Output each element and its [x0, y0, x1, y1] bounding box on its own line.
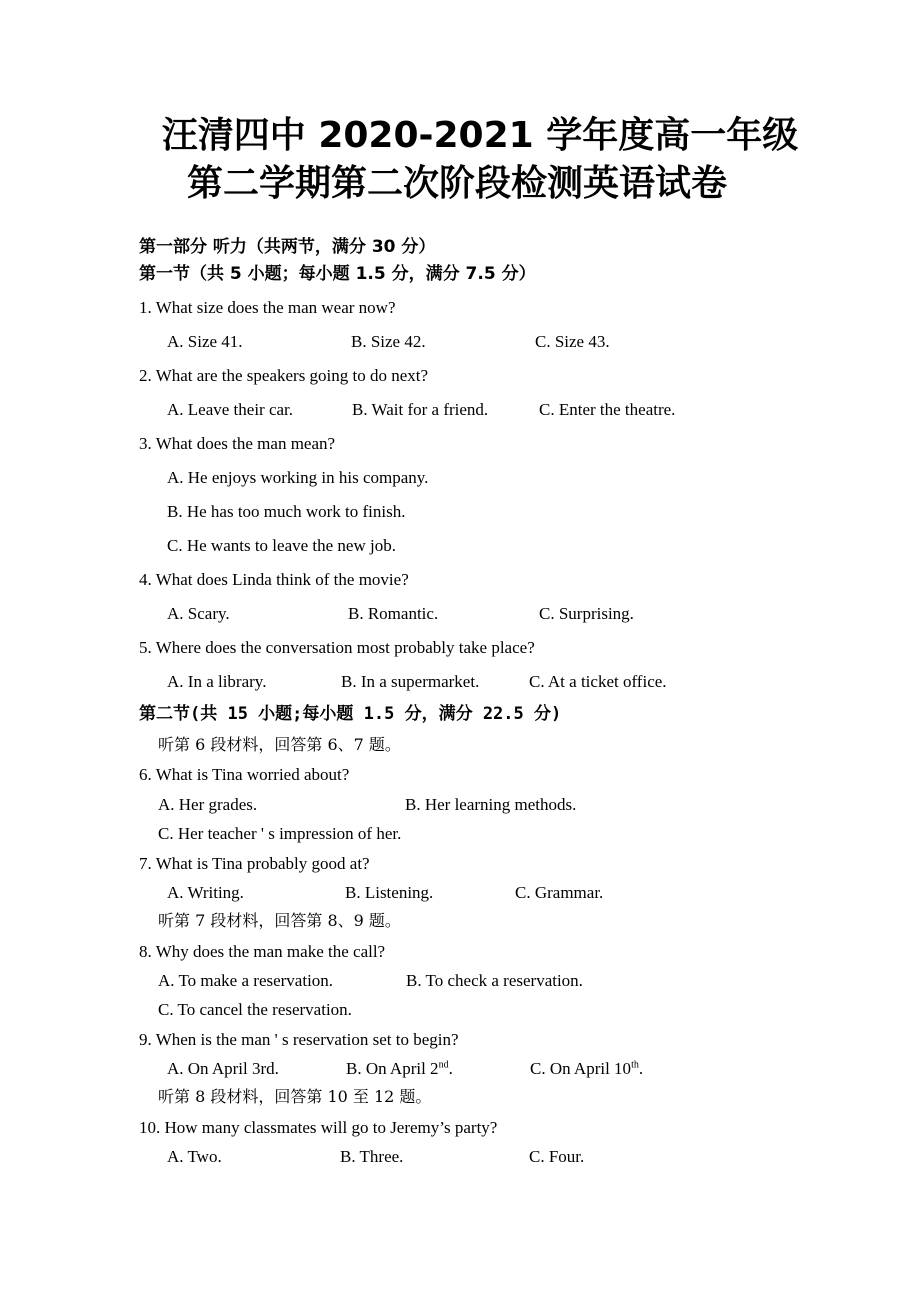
q1-option-a: A. Size 41. [167, 332, 243, 351]
q6-option-b: B. Her learning methods. [405, 795, 577, 814]
question-10: 10. How many classmates will go to Jeremy’s party? [139, 1118, 498, 1137]
q10-option-c: C. Four. [529, 1147, 585, 1166]
q2-option-b: B. Wait for a friend. [352, 400, 489, 419]
q1-option-c: C. Size 43. [535, 332, 610, 351]
part1-heading: 第一部分 听力（共两节，满分 30 分） [139, 237, 436, 257]
q3-option-a: A. He enjoys working in his company. [167, 468, 429, 487]
q10-option-b: B. Three. [340, 1147, 404, 1166]
q9-option-b: B. On April 2nd. [346, 1059, 453, 1078]
q6-option-c: C. Her teacher ' s impression of her. [158, 824, 402, 843]
q9-option-c: C. On April 10th. [530, 1059, 644, 1078]
question-7: 7. What is Tina probably good at? [139, 854, 370, 873]
question-3: 3. What does the man mean? [139, 434, 336, 453]
question-1: 1. What size does the man wear now? [139, 298, 396, 317]
q5-option-b: B. In a supermarket. [341, 672, 480, 691]
q4-option-a: A. Scary. [167, 604, 230, 623]
q3-option-c: C. He wants to leave the new job. [167, 536, 396, 555]
q1-option-b: B. Size 42. [351, 332, 426, 351]
q8-option-c: C. To cancel the reservation. [158, 1000, 352, 1019]
q10-option-a: A. Two. [167, 1147, 222, 1166]
q4-option-c: C. Surprising. [539, 604, 634, 623]
q9-option-a: A. On April 3rd. [167, 1059, 279, 1078]
q8-option-a: A. To make a reservation. [158, 971, 334, 990]
q7-option-b: B. Listening. [345, 883, 434, 902]
q5-option-a: A. In a library. [167, 672, 267, 691]
instruction-passage-6: 听第 6 段材料，回答第 6、7 题。 [158, 735, 401, 754]
q7-option-c: C. Grammar. [515, 883, 604, 902]
section1-heading: 第一节（共 5 小题；每小题 1.5 分，满分 7.5 分） [139, 264, 536, 284]
section2-heading: 第二节(共 15 小题;每小题 1.5 分，满分 22.5 分) [139, 704, 562, 724]
q3-option-b: B. He has too much work to finish. [167, 502, 406, 521]
exam-title-line2: 第二学期第二次阶段检测英语试卷 [186, 163, 727, 204]
question-4: 4. What does Linda think of the movie? [139, 570, 409, 589]
q7-option-a: A. Writing. [167, 883, 244, 902]
question-2: 2. What are the speakers going to do next? [139, 366, 429, 385]
exam-title-line1: 汪清四中 2020-2021 学年度高一年级 [161, 115, 799, 156]
q4-option-b: B. Romantic. [348, 604, 439, 623]
q8-option-b: B. To check a reservation. [406, 971, 583, 990]
question-8: 8. Why does the man make the call? [139, 942, 386, 961]
instruction-passage-7: 听第 7 段材料，回答第 8、9 题。 [158, 911, 401, 930]
q2-option-c: C. Enter the theatre. [539, 400, 676, 419]
question-5: 5. Where does the conversation most probably take place? [139, 638, 535, 657]
question-6: 6. What is Tina worried about? [139, 765, 350, 784]
q6-option-a: A. Her grades. [158, 795, 258, 814]
q5-option-c: C. At a ticket office. [529, 672, 667, 691]
question-9: 9. When is the man ' s reservation set to begin? [139, 1030, 459, 1049]
instruction-passage-8: 听第 8 段材料，回答第 10 至 12 题。 [158, 1087, 432, 1106]
q2-option-a: A. Leave their car. [167, 400, 294, 419]
